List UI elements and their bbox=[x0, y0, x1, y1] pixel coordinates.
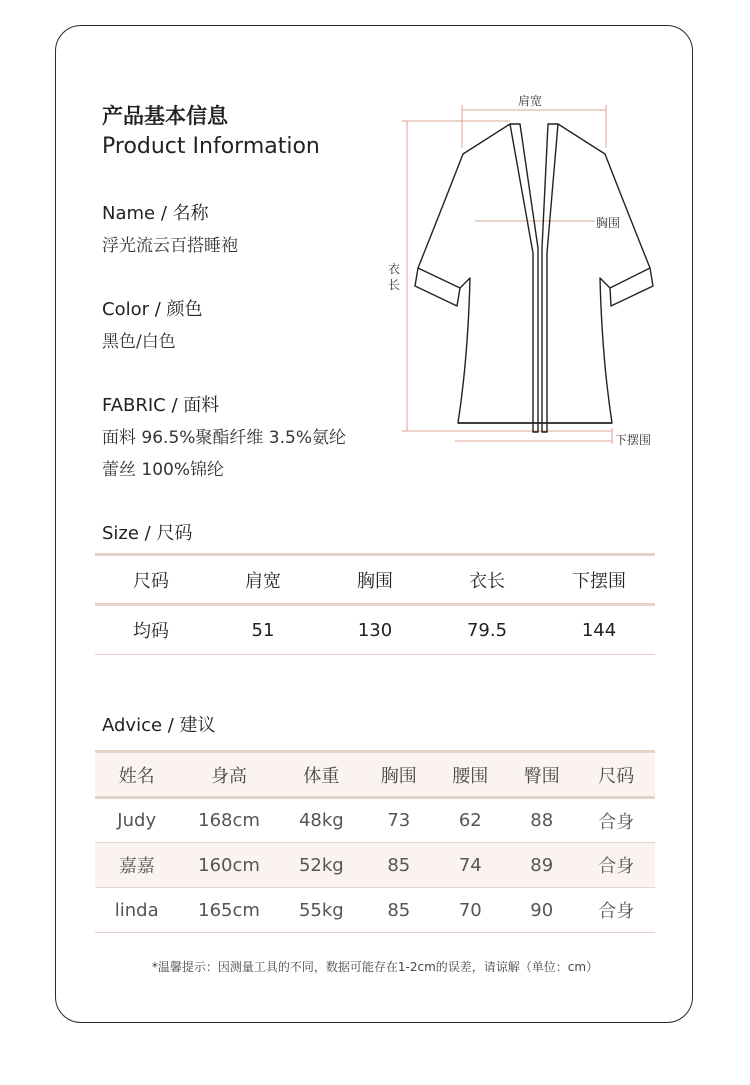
size-col-length: 衣长 bbox=[431, 555, 543, 605]
advice-col-size: 尺码 bbox=[578, 752, 656, 798]
advice-cell: 合身 bbox=[578, 888, 656, 933]
length-label-2: 长 bbox=[388, 278, 401, 292]
size-cell: 79.5 bbox=[431, 605, 543, 655]
advice-cell: 88 bbox=[506, 798, 577, 843]
fabric-label: FABRIC / 面料 bbox=[102, 395, 220, 416]
advice-col-name: 姓名 bbox=[95, 752, 178, 798]
shoulder-label: 肩宽 bbox=[518, 94, 543, 108]
size-table bbox=[95, 553, 655, 655]
title-en: Product Information bbox=[102, 134, 320, 159]
advice-cell: 74 bbox=[435, 843, 506, 888]
advice-cell: 70 bbox=[435, 888, 506, 933]
advice-table bbox=[95, 750, 655, 933]
size-heading: Size / 尺码 bbox=[102, 523, 193, 544]
advice-cell: 89 bbox=[506, 843, 577, 888]
length-label-1: 衣 bbox=[388, 262, 401, 276]
table-row bbox=[95, 843, 655, 888]
advice-cell: 73 bbox=[363, 798, 434, 843]
size-cell: 144 bbox=[543, 605, 655, 655]
garment-diagram bbox=[380, 88, 670, 458]
advice-cell: Judy bbox=[95, 798, 178, 843]
hem-label: 下摆围 bbox=[615, 433, 652, 447]
advice-col-waist: 腰围 bbox=[435, 752, 506, 798]
advice-cell: 合身 bbox=[578, 798, 656, 843]
advice-cell: 合身 bbox=[578, 843, 656, 888]
advice-col-height: 身高 bbox=[178, 752, 279, 798]
advice-cell: 85 bbox=[363, 888, 434, 933]
size-cell: 51 bbox=[207, 605, 319, 655]
advice-cell: 48kg bbox=[280, 798, 363, 843]
advice-col-weight: 体重 bbox=[280, 752, 363, 798]
size-col-chest: 胸围 bbox=[319, 555, 431, 605]
advice-cell: 160cm bbox=[178, 843, 279, 888]
table-row bbox=[95, 888, 655, 933]
chest-label: 胸围 bbox=[596, 216, 621, 230]
advice-cell: 嘉嘉 bbox=[95, 843, 178, 888]
advice-cell: 52kg bbox=[280, 843, 363, 888]
advice-cell: 62 bbox=[435, 798, 506, 843]
fabric-value-lace: 蕾丝 100%锦纶 bbox=[102, 460, 225, 480]
advice-cell: 165cm bbox=[178, 888, 279, 933]
size-col-size: 尺码 bbox=[95, 555, 207, 605]
disclaimer-note: *温馨提示：因测量工具的不同，数据可能存在1-2cm的误差，请谅解（单位：cm） bbox=[151, 960, 599, 974]
advice-cell: 168cm bbox=[178, 798, 279, 843]
size-header-row bbox=[95, 555, 655, 605]
advice-col-chest: 胸围 bbox=[363, 752, 434, 798]
advice-col-hip: 臀围 bbox=[506, 752, 577, 798]
name-value: 浮光流云百搭睡袍 bbox=[102, 236, 238, 256]
robe-outline-icon bbox=[380, 88, 670, 458]
advice-cell: 85 bbox=[363, 843, 434, 888]
size-col-shoulder: 肩宽 bbox=[207, 555, 319, 605]
name-label: Name / 名称 bbox=[102, 203, 209, 224]
color-value: 黑色/白色 bbox=[102, 332, 176, 352]
advice-cell: linda bbox=[95, 888, 178, 933]
size-cell: 均码 bbox=[95, 605, 207, 655]
advice-cell: 55kg bbox=[280, 888, 363, 933]
advice-header-row bbox=[95, 752, 655, 798]
advice-heading: Advice / 建议 bbox=[102, 715, 216, 736]
color-label: Color / 颜色 bbox=[102, 299, 203, 320]
size-col-hem: 下摆围 bbox=[543, 555, 655, 605]
size-cell: 130 bbox=[319, 605, 431, 655]
title-cn: 产品基本信息 bbox=[102, 104, 228, 128]
fabric-value-main: 面料 96.5%聚酯纤维 3.5%氨纶 bbox=[102, 428, 347, 448]
table-row bbox=[95, 605, 655, 655]
advice-cell: 90 bbox=[506, 888, 577, 933]
table-row bbox=[95, 798, 655, 843]
